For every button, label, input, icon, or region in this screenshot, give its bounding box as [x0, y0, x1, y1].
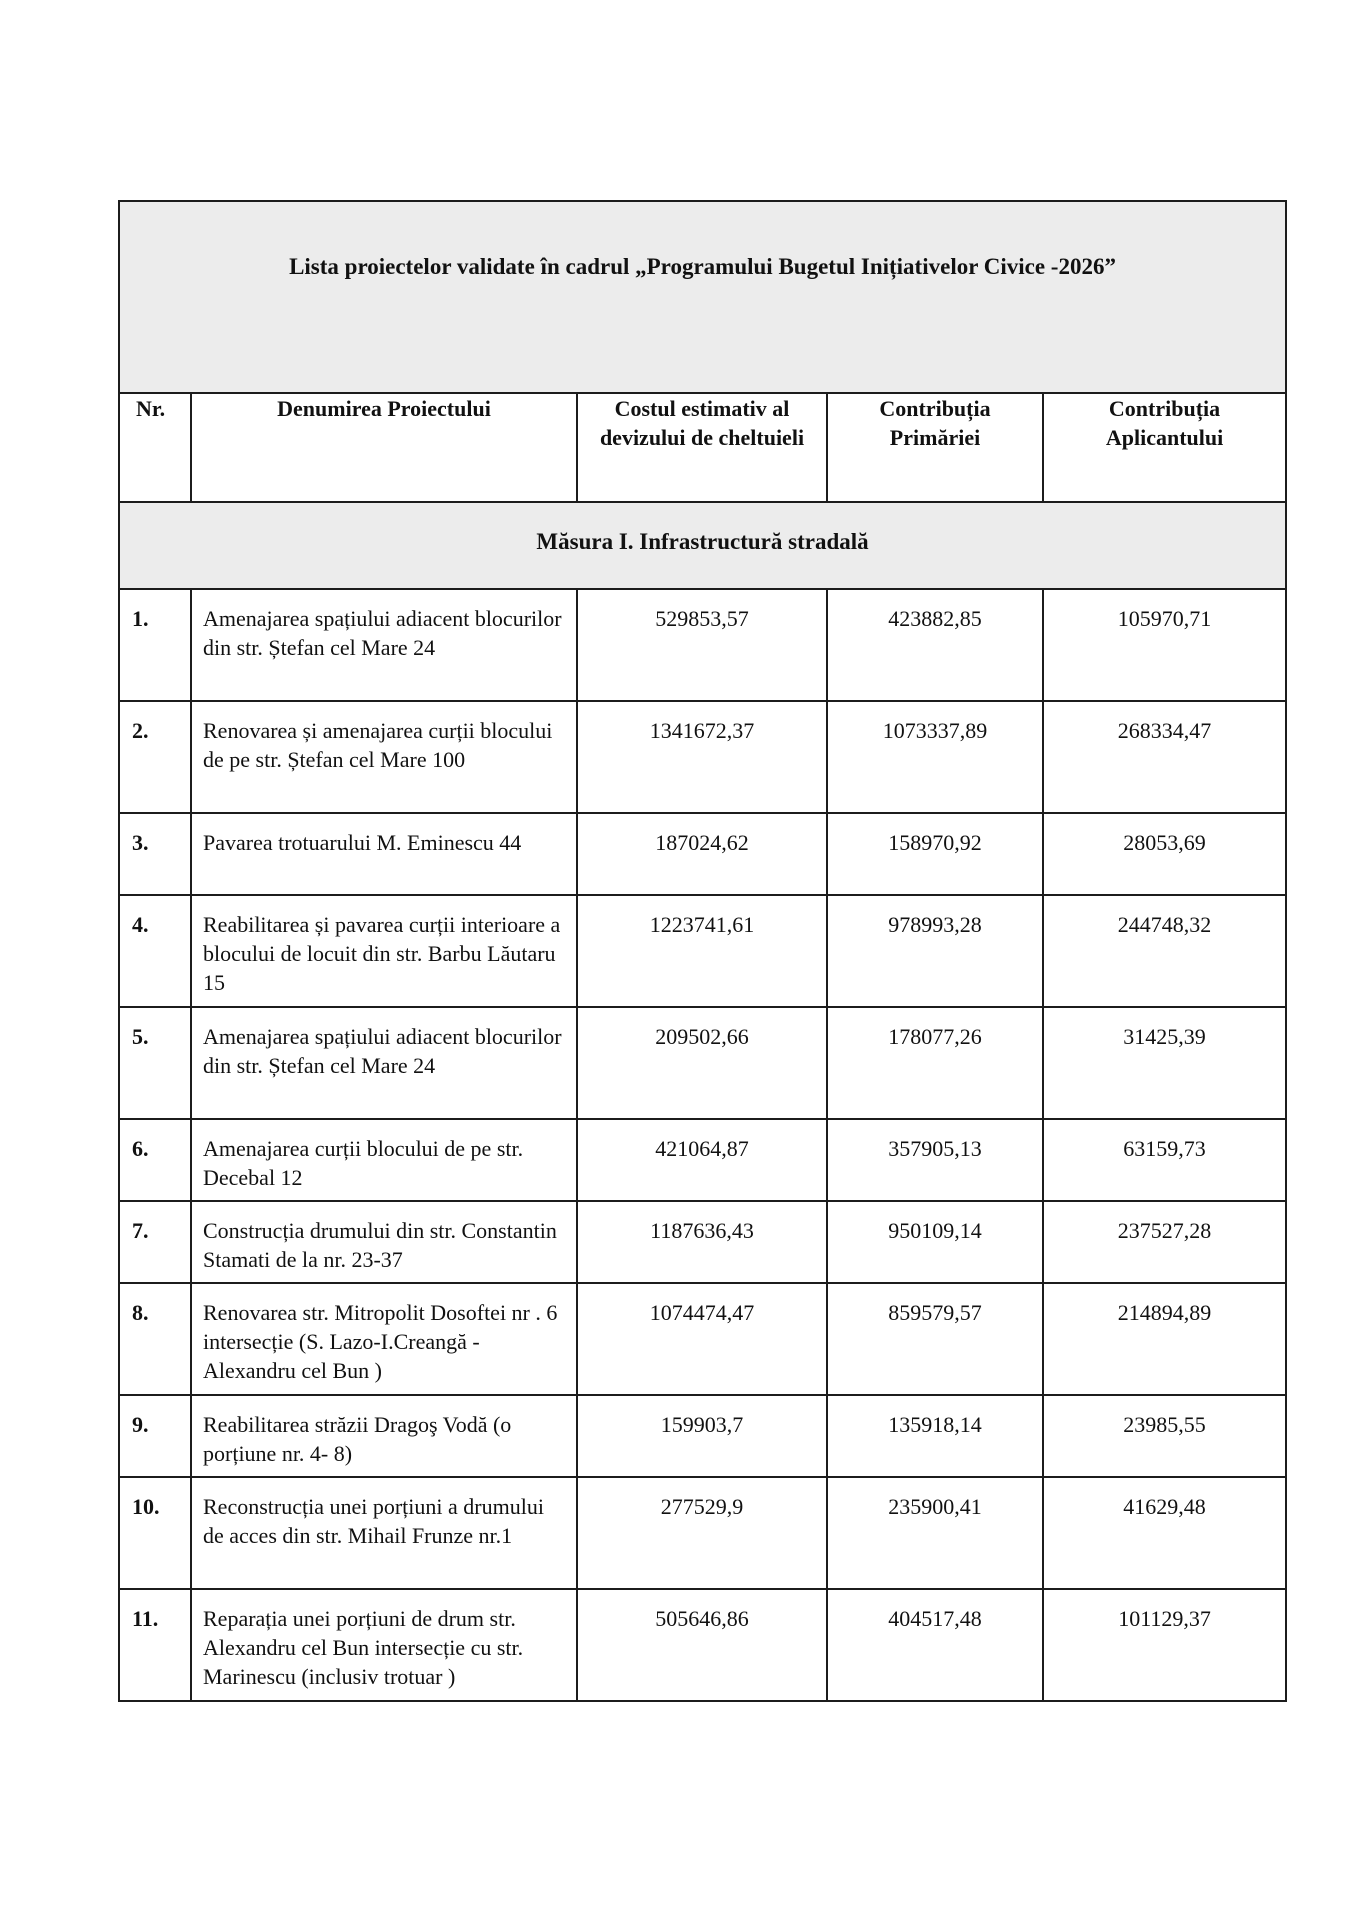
applicant-contribution: 63159,73 — [1043, 1119, 1286, 1201]
row-number: 1. — [119, 589, 191, 701]
table-row — [119, 701, 1286, 813]
column-header-primaria: Contribuția Primăriei — [827, 393, 1043, 502]
applicant-contribution: 28053,69 — [1043, 813, 1286, 895]
row-number: 3. — [119, 813, 191, 895]
title-row — [119, 201, 1286, 393]
table-row — [119, 895, 1286, 1007]
project-name: Pavarea trotuarului M. Eminescu 44 — [191, 813, 577, 895]
table-row — [119, 1395, 1286, 1477]
estimated-cost: 421064,87 — [577, 1119, 827, 1201]
city-hall-contribution: 135918,14 — [827, 1395, 1043, 1477]
estimated-cost: 209502,66 — [577, 1007, 827, 1119]
row-number: 11. — [119, 1589, 191, 1701]
column-header-nr: Nr. — [119, 393, 191, 502]
project-name: Renovarea și amenajarea curții blocului de pe str. Ștefan cel Mare 100 — [191, 701, 577, 813]
project-name: Amenajarea spațiului adiacent blocurilor din str. Ștefan cel Mare 24 — [191, 1007, 577, 1119]
row-number: 2. — [119, 701, 191, 813]
applicant-contribution: 101129,37 — [1043, 1589, 1286, 1701]
project-name: Amenajarea curții blocului de pe str. Decebal 12 — [191, 1119, 577, 1201]
city-hall-contribution: 357905,13 — [827, 1119, 1043, 1201]
projects-table — [118, 200, 1287, 1702]
row-number: 5. — [119, 1007, 191, 1119]
table-row — [119, 813, 1286, 895]
row-number: 9. — [119, 1395, 191, 1477]
table-row — [119, 589, 1286, 701]
city-hall-contribution: 423882,85 — [827, 589, 1043, 701]
estimated-cost: 1223741,61 — [577, 895, 827, 1007]
city-hall-contribution: 235900,41 — [827, 1477, 1043, 1589]
estimated-cost: 1187636,43 — [577, 1201, 827, 1283]
city-hall-contribution: 178077,26 — [827, 1007, 1043, 1119]
city-hall-contribution: 859579,57 — [827, 1283, 1043, 1395]
project-name: Reparația unei porțiuni de drum str. Alexandru cel Bun intersecție cu str. Marinescu (inclusiv trotuar ) — [191, 1589, 577, 1701]
estimated-cost: 529853,57 — [577, 589, 827, 701]
city-hall-contribution: 978993,28 — [827, 895, 1043, 1007]
estimated-cost: 277529,9 — [577, 1477, 827, 1589]
estimated-cost: 187024,62 — [577, 813, 827, 895]
city-hall-contribution: 404517,48 — [827, 1589, 1043, 1701]
column-header-name: Denumirea Proiectului — [191, 393, 577, 502]
city-hall-contribution: 158970,92 — [827, 813, 1043, 895]
table-row — [119, 1201, 1286, 1283]
table-row — [119, 1007, 1286, 1119]
project-name: Construcția drumului din str. Constantin Stamati de la nr. 23-37 — [191, 1201, 577, 1283]
table-title-cell — [119, 201, 1286, 393]
applicant-contribution: 214894,89 — [1043, 1283, 1286, 1395]
row-number: 7. — [119, 1201, 191, 1283]
applicant-contribution: 268334,47 — [1043, 701, 1286, 813]
estimated-cost: 505646,86 — [577, 1589, 827, 1701]
row-number: 6. — [119, 1119, 191, 1201]
column-header-aplicant: Contribuția Aplicantului — [1043, 393, 1286, 502]
project-name: Reabilitarea străzii Dragoş Vodă (o porțiune nr. 4- 8) — [191, 1395, 577, 1477]
applicant-contribution: 237527,28 — [1043, 1201, 1286, 1283]
table-row — [119, 1119, 1286, 1201]
table-row — [119, 1283, 1286, 1395]
column-header-cost: Costul estimativ al devizului de cheltuieli — [577, 393, 827, 502]
table-row — [119, 1477, 1286, 1589]
section-row — [119, 502, 1286, 589]
project-name: Reabilitarea și pavarea curții interioare a blocului de locuit din str. Barbu Lăutaru 15 — [191, 895, 577, 1007]
city-hall-contribution: 1073337,89 — [827, 701, 1043, 813]
row-number: 8. — [119, 1283, 191, 1395]
table-row — [119, 1589, 1286, 1701]
project-name: Reconstrucția unei porțiuni a drumului de acces din str. Mihail Frunze nr.1 — [191, 1477, 577, 1589]
city-hall-contribution: 950109,14 — [827, 1201, 1043, 1283]
applicant-contribution: 41629,48 — [1043, 1477, 1286, 1589]
applicant-contribution: 23985,55 — [1043, 1395, 1286, 1477]
applicant-contribution: 244748,32 — [1043, 895, 1286, 1007]
estimated-cost: 1341672,37 — [577, 701, 827, 813]
header-row — [119, 393, 1286, 502]
applicant-contribution: 31425,39 — [1043, 1007, 1286, 1119]
row-number: 4. — [119, 895, 191, 1007]
applicant-contribution: 105970,71 — [1043, 589, 1286, 701]
project-name: Renovarea str. Mitropolit Dosoftei nr . 6 intersecție (S. Lazo-I.Creangă - Alexandru cel Bun ) — [191, 1283, 577, 1395]
section-heading: Măsura I. Infrastructură stradală — [119, 502, 1286, 589]
estimated-cost: 1074474,47 — [577, 1283, 827, 1395]
estimated-cost: 159903,7 — [577, 1395, 827, 1477]
table-title: Lista proiectelor validate în cadrul „Programului Bugetul Inițiativelor Civice -2026” — [289, 254, 1116, 279]
project-name: Amenajarea spațiului adiacent blocurilor din str. Ștefan cel Mare 24 — [191, 589, 577, 701]
row-number: 10. — [119, 1477, 191, 1589]
